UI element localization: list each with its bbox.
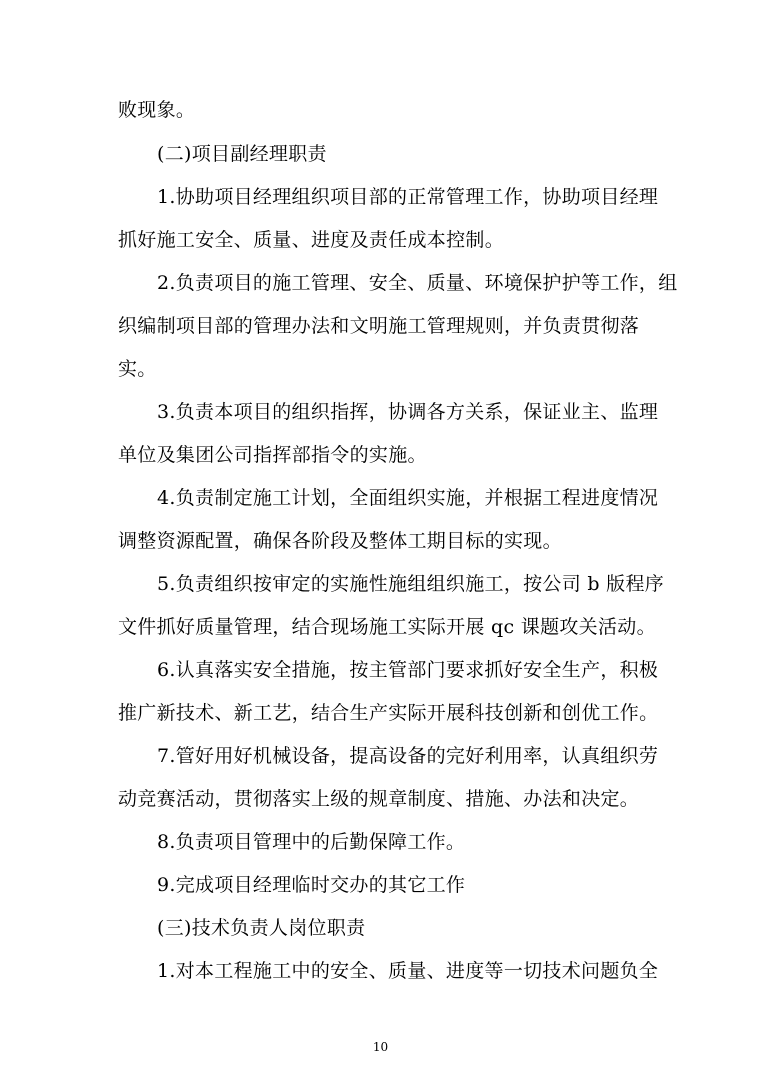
text-line: 织编制项目部的管理办法和文明施工管理规则，并负责贯彻落 xyxy=(118,315,640,337)
text-line: 8.负责项目管理中的后勤保障工作。 xyxy=(157,831,466,853)
text-line: 5.负责组织按审定的实施性施组组织施工，按公司 b 版程序 xyxy=(157,573,665,595)
text-line: 1.协助项目经理组织项目部的正常管理工作，协助项目经理 xyxy=(157,186,659,208)
section-heading: (三)技术负责人岗位职责 xyxy=(157,917,366,939)
text-line: 4.负责制定施工计划，全面组织实施，并根据工程进度情况 xyxy=(157,487,659,509)
text-line: 1.对本工程施工中的安全、质量、进度等一切技术问题负全 xyxy=(157,960,659,982)
text-line: 文件抓好质量管理，结合现场施工实际开展 qc 课题攻关活动。 xyxy=(118,616,656,638)
text-line: 败现象。 xyxy=(118,99,196,121)
text-line: 调整资源配置，确保各阶段及整体工期目标的实现。 xyxy=(118,530,562,552)
text-line: 7.管好用好机械设备，提高设备的完好利用率，认真组织劳 xyxy=(157,745,659,767)
text-line: 推广新技术、新工艺，结合生产实际开展科技创新和创优工作。 xyxy=(118,702,659,724)
text-line: 2.负责项目的施工管理、安全、质量、环境保护护等工作，组 xyxy=(157,272,678,294)
text-line: 3.负责本项目的组织指挥，协调各方关系，保证业主、监理 xyxy=(157,401,659,423)
text-line: 实。 xyxy=(118,358,157,380)
text-line: 9.完成项目经理临时交办的其它工作 xyxy=(157,874,466,896)
text-line: 动竞赛活动，贯彻落实上级的规章制度、措施、办法和决定。 xyxy=(118,788,640,810)
section-heading: (二)项目副经理职责 xyxy=(157,143,327,165)
text-line: 抓好施工安全、质量、进度及责任成本控制。 xyxy=(118,229,505,251)
text-line: 6.认真落实安全措施，按主管部门要求抓好安全生产，积极 xyxy=(157,659,659,681)
page-number: 10 xyxy=(372,1040,389,1054)
text-line: 单位及集团公司指挥部指令的实施。 xyxy=(118,444,427,466)
